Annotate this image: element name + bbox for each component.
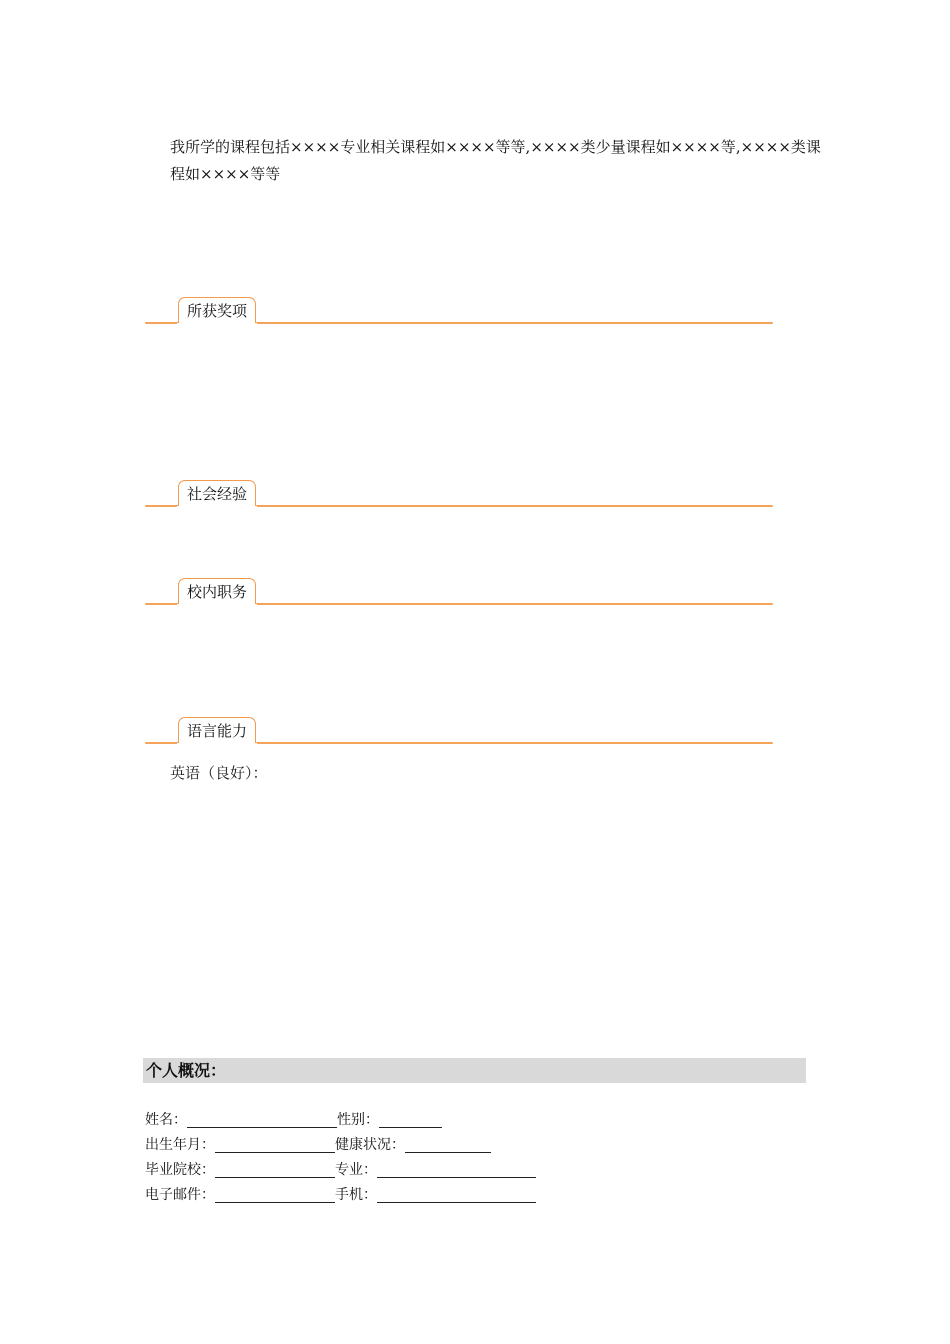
section-title-social: 社会经验 [178, 480, 256, 507]
info-row [145, 1183, 536, 1208]
section-title-language: 语言能力 [178, 717, 256, 744]
name-label: 姓名： [145, 1112, 187, 1128]
gender-label: 性别： [337, 1112, 379, 1128]
phone-label: 手机： [335, 1187, 377, 1203]
health-blank[interactable] [405, 1133, 491, 1153]
info-row [145, 1133, 536, 1158]
health-label: 健康状况： [335, 1137, 405, 1153]
english-level: 英语（良好）： [170, 764, 268, 782]
birth-label: 出生年月： [145, 1137, 215, 1153]
summary-header [143, 1058, 806, 1083]
email-blank[interactable] [215, 1183, 335, 1203]
birth-blank[interactable] [215, 1133, 335, 1153]
major-blank[interactable] [377, 1158, 536, 1178]
phone-blank[interactable] [377, 1183, 536, 1203]
summary-title: 个人概况： [146, 1061, 227, 1080]
section-awards [145, 294, 773, 324]
courses-paragraph: 我所学的课程包括××××专业相关课程如××××等等,××××类少量课程如××××等,××××类课程如××××等等 [170, 138, 821, 183]
school-label: 毕业院校： [145, 1162, 215, 1178]
info-row [145, 1108, 536, 1133]
section-title-awards: 所获奖项 [178, 297, 256, 324]
info-row [145, 1158, 536, 1183]
email-label: 电子邮件： [145, 1187, 215, 1203]
section-language-ability [145, 714, 773, 744]
section-campus-positions [145, 575, 773, 605]
personal-info [145, 1108, 536, 1208]
major-label: 专业： [335, 1162, 377, 1178]
name-blank[interactable] [187, 1108, 337, 1128]
gender-blank[interactable] [379, 1108, 442, 1128]
section-title-campus: 校内职务 [178, 578, 256, 605]
section-social-experience [145, 477, 773, 507]
school-blank[interactable] [215, 1158, 335, 1178]
